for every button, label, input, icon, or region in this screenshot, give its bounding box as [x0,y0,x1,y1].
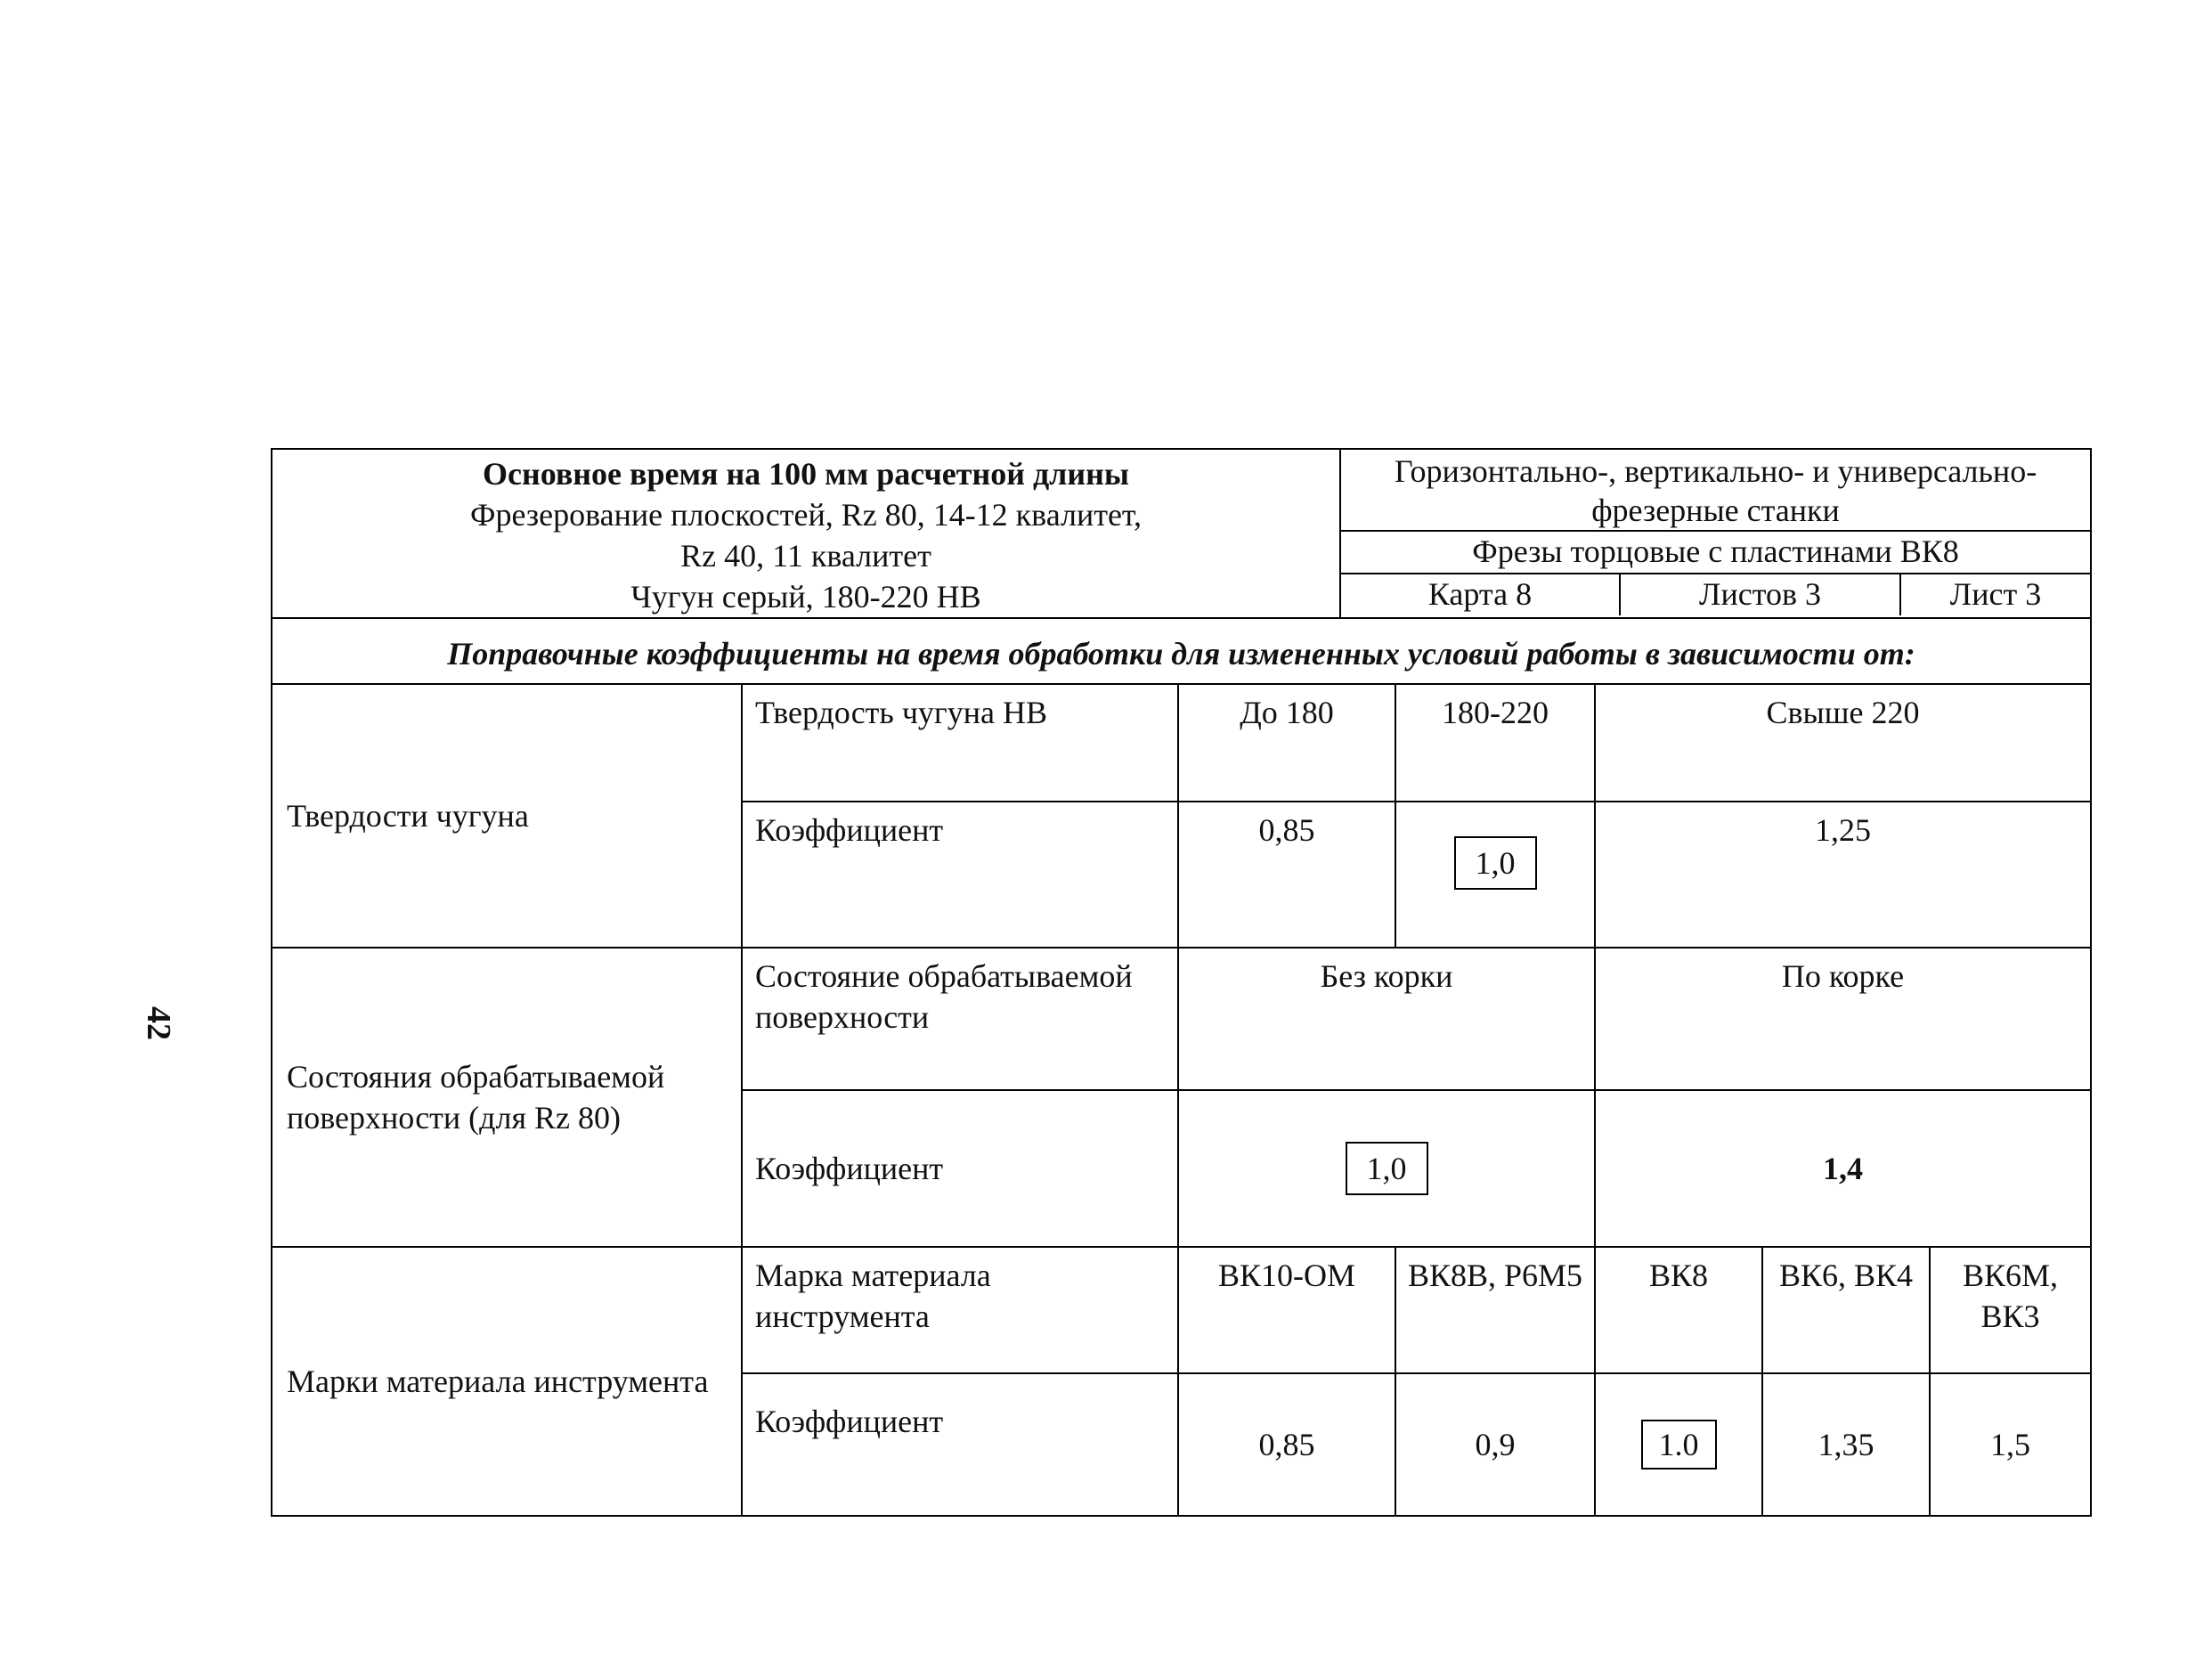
material-value: ВК8В, Р6М5 [1395,1247,1595,1373]
surface-coef-cell [1178,1090,1595,1247]
card-header [271,448,2092,685]
material-value: ВК10-ОМ [1178,1247,1395,1373]
material-values-row [272,1247,2091,1373]
card-number: Карта 8 [1427,576,1533,612]
surface-values-row [272,948,2091,1090]
surface-coef: 1,4 [1595,1090,2091,1247]
material-value: ВК8 [1595,1247,1762,1373]
hardness-value: До 180 [1178,684,1395,802]
material-coef: 1,5 [1930,1373,2091,1516]
hardness-values-row [272,684,2091,802]
material-value: ВК6, ВК4 [1762,1247,1930,1373]
surface-coef-label: Коэффициент [742,1090,1178,1247]
surface-value: По корке [1595,948,2091,1090]
hardness-value: Свыше 220 [1595,684,2091,802]
card-meta-block [1340,449,2091,618]
normative-card [271,448,2092,1517]
hardness-coef-label: Коэффициент [742,802,1178,948]
card-subtitle-material: Чугун серый, 180-220 НВ [630,579,981,615]
surface-section-label: Состояния обрабатываемой поверхности (для Rz 80) [272,948,742,1247]
surface-param-label: Состояние обрабатываемой поверхности [742,948,1178,1090]
material-section-label: Марки материала инструмента [272,1247,742,1516]
material-value: ВК6М, ВК3 [1930,1247,2091,1373]
surface-value: Без корки [1178,948,1595,1090]
sheets-total: Листов 3 [1620,574,1900,615]
surface-coef-boxed: 1,0 [1346,1142,1428,1195]
card-subtitle-quality: Rz 40, 11 квалитет [680,538,931,574]
sheet-number: Лист 3 [1900,574,2090,615]
hardness-value: 180-220 [1395,684,1595,802]
page-number: 42 [140,1006,177,1040]
tools-label: Фрезы торцовые с пластинами ВК8 [1341,530,2090,573]
material-coef-cell [1595,1373,1762,1516]
material-coef: 1,35 [1762,1373,1930,1516]
card-title-block [272,449,1340,618]
hardness-param-label: Твердость чугуна НВ [742,684,1178,802]
hardness-coef: 0,85 [1178,802,1395,948]
material-coef-boxed: 1.0 [1641,1420,1717,1470]
card-title: Основное время на 100 мм расчетной длины [483,456,1129,492]
hardness-coef: 1,25 [1595,802,2091,948]
hardness-coef-cell [1395,802,1595,948]
material-coef-label: Коэффициент [742,1373,1178,1516]
material-coef: 0,9 [1395,1373,1595,1516]
correction-caption: Поправочные коэффициенты на время обработки для измененных условий работы в зависимости от: [272,618,2091,684]
card-index-row [1341,573,2090,615]
correction-table [271,683,2092,1517]
card-subtitle-operation: Фрезерование плоскостей, Rz 80, 14-12 квалитет, [470,497,1142,533]
machines-label: Горизонтально-, вертикально- и универсально-фрезерные станки [1394,453,2037,528]
hardness-section-label: Твердости чугуна [272,684,742,948]
material-param-label: Марка материала инструмента [742,1247,1178,1373]
hardness-coef-boxed: 1,0 [1454,836,1537,890]
material-coef: 0,85 [1178,1373,1395,1516]
